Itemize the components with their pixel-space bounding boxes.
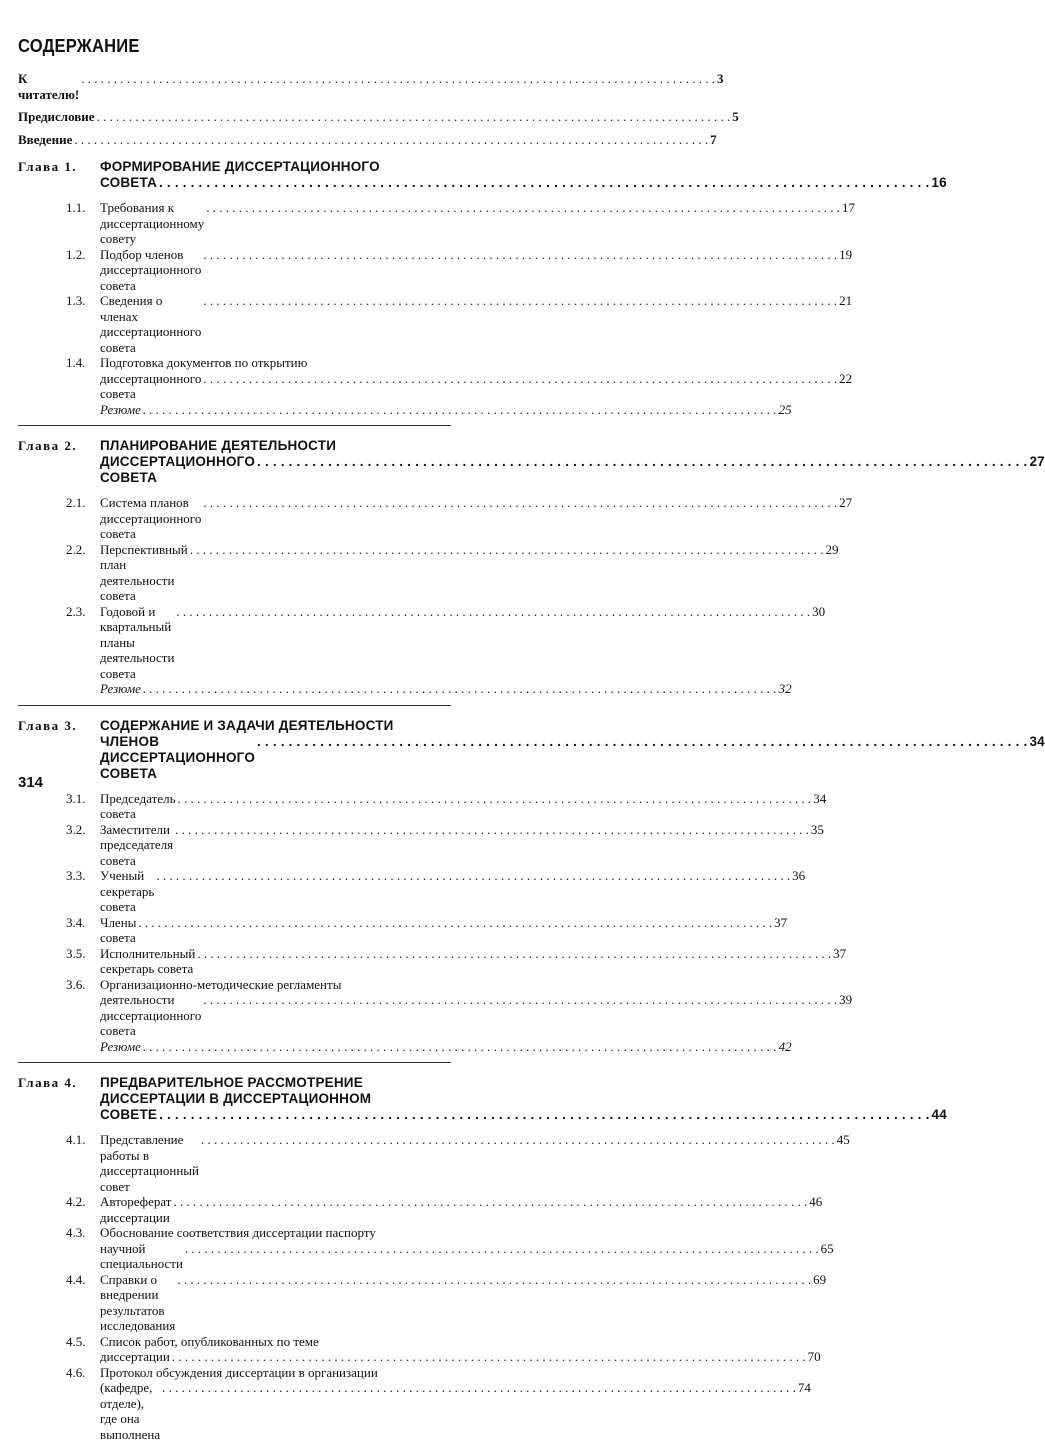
- section-number: 4.3.: [66, 1225, 100, 1241]
- section-number: 3.2.: [66, 822, 100, 838]
- section-title-last: [100, 868, 805, 915]
- section-title-last: [100, 915, 787, 946]
- section-body: [100, 1194, 822, 1225]
- resume-indent: [18, 1039, 100, 1055]
- entry-page: 5: [732, 109, 739, 125]
- section-title-last: [100, 992, 852, 1039]
- chapter-title-line: ФОРМИРОВАНИЕ ДИССЕРТАЦИОННОГО: [100, 159, 947, 175]
- dot-leader: [176, 604, 810, 620]
- dot-leader: [173, 1194, 807, 1210]
- section-number: 3.4.: [66, 915, 100, 931]
- chapter-title-line: ПРЕДВАРИТЕЛЬНОЕ РАССМОТРЕНИЕ: [100, 1075, 947, 1091]
- dot-leader: [97, 109, 731, 125]
- chapter-heading: [18, 159, 451, 191]
- section-number-cell: [18, 1132, 100, 1194]
- entry-page: 65: [821, 1241, 834, 1257]
- section-entry: [18, 247, 451, 294]
- resume-entry: [18, 681, 451, 697]
- section-number: 4.5.: [66, 1334, 100, 1350]
- section-number-cell: [18, 1225, 100, 1272]
- dot-leader: [143, 681, 777, 697]
- section-number-cell: [18, 247, 100, 294]
- entry-title: Система планов диссертационного совета: [100, 495, 201, 542]
- chapter-heading: [18, 1075, 451, 1123]
- dot-leader: [143, 402, 777, 418]
- section-number-cell: [18, 977, 100, 1039]
- section-number-cell: [18, 542, 100, 604]
- entry-title: Автореферат диссертации: [100, 1194, 171, 1225]
- dot-leader: [177, 1272, 811, 1288]
- section-body: [100, 868, 805, 915]
- section-body: [100, 791, 826, 822]
- section-title-last: [100, 1380, 811, 1442]
- entry-page: 22: [839, 371, 852, 387]
- section-body: [100, 355, 852, 402]
- section-number-cell: [18, 1272, 100, 1334]
- section-number: 1.4.: [66, 355, 100, 371]
- entry-title: Представление работы в диссертационный совет: [100, 1132, 199, 1194]
- chapter-label: Глава 3.: [18, 718, 100, 734]
- section-number-cell: [18, 822, 100, 869]
- chapter-title-line: ПЛАНИРОВАНИЕ ДЕЯТЕЛЬНОСТИ: [100, 438, 1045, 454]
- resume-body: [100, 1039, 792, 1055]
- chapter-title-last: [100, 734, 1045, 782]
- chapter-title: [100, 159, 947, 191]
- section-entry: [18, 1194, 451, 1225]
- chapter-divider: [18, 1062, 451, 1063]
- section-number: 4.1.: [66, 1132, 100, 1148]
- dot-leader: [203, 992, 837, 1008]
- section-title-line: Список работ, опубликованных по теме: [100, 1334, 821, 1350]
- entry-title: Резюме: [100, 681, 141, 697]
- entry-page: 42: [779, 1039, 792, 1055]
- entry-page: 3: [717, 71, 724, 87]
- section-title-last: [100, 1132, 850, 1194]
- section-number-cell: [18, 915, 100, 946]
- entry-title: СОВЕТА: [100, 175, 157, 191]
- section-entry: [18, 1365, 451, 1442]
- section-body: [100, 542, 838, 604]
- section-title-line: Организационно-методические регламенты: [100, 977, 852, 993]
- section-number: 1.1.: [66, 200, 100, 216]
- entry-title: диссертационного совета: [100, 371, 201, 402]
- entry-title: Исполнительный секретарь совета: [100, 946, 195, 977]
- entry-title: Перспективный план деятельности совета: [100, 542, 188, 604]
- chapter-list: [18, 159, 451, 1442]
- chapter-block: [18, 1075, 451, 1442]
- section-entry: [18, 1334, 451, 1365]
- toc-page: [0, 0, 459, 800]
- section-entry: [18, 355, 451, 402]
- chapter-title: [100, 1075, 947, 1123]
- section-entry: [18, 1225, 451, 1272]
- section-number-cell: [18, 355, 100, 402]
- chapter-block: [18, 718, 451, 1064]
- section-title-last: [100, 604, 825, 682]
- chapter-label: Глава 4.: [18, 1075, 100, 1091]
- entry-title: Введение: [18, 132, 72, 148]
- entry-page: 70: [808, 1349, 821, 1365]
- section-title-last: [100, 293, 852, 355]
- section-number-cell: [18, 293, 100, 355]
- section-title-last: [100, 371, 852, 402]
- chapter-label: Глава 2.: [18, 438, 100, 454]
- entry-page: 21: [839, 293, 852, 309]
- section-title-last: [100, 247, 852, 294]
- section-entry: [18, 977, 451, 1039]
- entry-title: научной специальности: [100, 1241, 183, 1272]
- section-entry: [18, 822, 451, 869]
- section-list: [18, 1132, 451, 1442]
- entry-title: деятельности диссертационного совета: [100, 992, 201, 1039]
- section-number: 1.3.: [66, 293, 100, 309]
- section-title-last: [100, 495, 852, 542]
- dot-leader: [175, 822, 809, 838]
- entry-title: Резюме: [100, 1039, 141, 1055]
- resume-entry: [18, 402, 451, 418]
- section-body: [100, 1365, 811, 1442]
- section-number-cell: [18, 946, 100, 977]
- entry-page: 36: [792, 868, 805, 884]
- chapter-title-last: [100, 175, 947, 191]
- section-number-cell: [18, 495, 100, 542]
- dot-leader: [156, 868, 790, 884]
- dot-leader: [178, 791, 812, 807]
- dot-leader: [143, 1039, 777, 1055]
- entry-page: 27: [1029, 454, 1044, 470]
- section-number: 3.5.: [66, 946, 100, 962]
- dot-leader: [162, 1380, 796, 1396]
- section-list: [18, 200, 451, 417]
- dot-leader: [201, 1132, 835, 1148]
- entry-page: 44: [932, 1107, 947, 1123]
- entry-page: 25: [779, 402, 792, 418]
- dot-leader: [81, 71, 715, 87]
- entry-page: 34: [1029, 734, 1044, 750]
- entry-page: 39: [839, 992, 852, 1008]
- section-body: [100, 1334, 821, 1365]
- section-body: [100, 293, 852, 355]
- section-entry: [18, 542, 451, 604]
- front-matter-entry: [18, 109, 451, 125]
- section-title-last: [100, 791, 826, 822]
- entry-title: Резюме: [100, 402, 141, 418]
- section-entry: [18, 915, 451, 946]
- dot-leader: [203, 247, 837, 263]
- toc-heading: СОДЕРЖАНИЕ: [18, 36, 416, 57]
- entry-page: 35: [811, 822, 824, 838]
- front-matter: [18, 71, 451, 147]
- section-number: 2.1.: [66, 495, 100, 511]
- dot-leader: [257, 454, 1027, 470]
- section-list: [18, 791, 451, 1055]
- section-number-cell: [18, 1334, 100, 1365]
- entry-page: 74: [798, 1380, 811, 1396]
- entry-title: (кафедре, отделе), где она выполнена: [100, 1380, 160, 1442]
- entry-title: Годовой и квартальный планы деятельности совета: [100, 604, 174, 682]
- section-number-cell: [18, 604, 100, 682]
- dot-leader: [74, 132, 708, 148]
- dot-leader: [190, 542, 824, 558]
- section-title-line: Обоснование соответствия диссертации паспорту: [100, 1225, 834, 1241]
- entry-title: Сведения о членах диссертационного совета: [100, 293, 201, 355]
- entry-title: Члены совета: [100, 915, 136, 946]
- section-body: [100, 247, 852, 294]
- section-number: 3.6.: [66, 977, 100, 993]
- dot-leader: [159, 1107, 929, 1123]
- chapter-heading: [18, 438, 451, 486]
- entry-title: К читателю!: [18, 71, 79, 102]
- dot-leader: [172, 1349, 806, 1365]
- chapter-label: Глава 1.: [18, 159, 100, 175]
- front-matter-entry: [18, 132, 451, 148]
- section-number: 3.3.: [66, 868, 100, 884]
- section-body: [100, 1132, 850, 1194]
- dot-leader: [257, 734, 1027, 750]
- section-body: [100, 822, 824, 869]
- section-entry: [18, 293, 451, 355]
- chapter-title-line: ДИССЕРТАЦИИ В ДИССЕРТАЦИОННОМ: [100, 1091, 947, 1107]
- resume-line: [100, 402, 792, 418]
- section-entry: [18, 791, 451, 822]
- dot-leader: [203, 495, 837, 511]
- dot-leader: [206, 200, 840, 216]
- section-number-cell: [18, 791, 100, 822]
- dot-leader: [203, 371, 837, 387]
- resume-indent: [18, 681, 100, 697]
- section-number: 1.2.: [66, 247, 100, 263]
- chapter-title-last: [100, 1107, 947, 1123]
- entry-title: Справки о внедрении результатов исследования: [100, 1272, 175, 1334]
- section-title-line: Подготовка документов по открытию: [100, 355, 852, 371]
- section-number: 4.2.: [66, 1194, 100, 1210]
- section-entry: [18, 946, 451, 977]
- section-number-cell: [18, 868, 100, 915]
- section-title-last: [100, 822, 824, 869]
- entry-page: 7: [710, 132, 717, 148]
- entry-page: 46: [809, 1194, 822, 1210]
- section-body: [100, 1225, 834, 1272]
- dot-leader: [159, 175, 929, 191]
- entry-page: 69: [813, 1272, 826, 1288]
- chapter-divider: [18, 705, 451, 706]
- entry-page: 32: [779, 681, 792, 697]
- section-number: 3.1.: [66, 791, 100, 807]
- section-title-last: [100, 1241, 834, 1272]
- section-number-cell: [18, 1194, 100, 1225]
- section-body: [100, 200, 855, 247]
- section-title-line: Протокол обсуждения диссертации в организации: [100, 1365, 811, 1381]
- entry-title: Заместители председателя совета: [100, 822, 173, 869]
- section-title-last: [100, 200, 855, 247]
- resume-body: [100, 402, 792, 418]
- resume-line: [100, 681, 792, 697]
- entry-title: Ученый секретарь совета: [100, 868, 154, 915]
- entry-title: ДИССЕРТАЦИОННОГО СОВЕТА: [100, 454, 255, 486]
- dot-leader: [185, 1241, 819, 1257]
- section-body: [100, 1272, 826, 1334]
- section-number: 2.3.: [66, 604, 100, 620]
- section-number-cell: [18, 200, 100, 247]
- entry-page: 34: [813, 791, 826, 807]
- section-list: [18, 495, 451, 697]
- entry-title: ЧЛЕНОВ ДИССЕРТАЦИОННОГО СОВЕТА: [100, 734, 255, 782]
- entry-page: 29: [825, 542, 838, 558]
- entry-page: 17: [842, 200, 855, 216]
- section-body: [100, 604, 825, 682]
- resume-body: [100, 681, 792, 697]
- resume-indent: [18, 402, 100, 418]
- section-body: [100, 495, 852, 542]
- dot-leader: [197, 946, 831, 962]
- entry-title: Подбор членов диссертационного совета: [100, 247, 201, 294]
- entry-page: 37: [774, 915, 787, 931]
- section-title-last: [100, 542, 838, 604]
- front-matter-entry: [18, 71, 451, 102]
- entry-page: 19: [839, 247, 852, 263]
- section-entry: [18, 495, 451, 542]
- section-title-last: [100, 946, 846, 977]
- section-body: [100, 915, 787, 946]
- entry-page: 45: [837, 1132, 850, 1148]
- chapter-divider: [18, 425, 451, 426]
- entry-title: СОВЕТЕ: [100, 1107, 157, 1123]
- section-title-last: [100, 1272, 826, 1334]
- chapter-title-line: СОДЕРЖАНИЕ И ЗАДАЧИ ДЕЯТЕЛЬНОСТИ: [100, 718, 1045, 734]
- chapter-title: [100, 718, 1045, 782]
- entry-page: 30: [812, 604, 825, 620]
- entry-title: диссертации: [100, 1349, 170, 1365]
- section-number: 4.6.: [66, 1365, 100, 1381]
- chapter-heading: [18, 718, 451, 782]
- section-number: 4.4.: [66, 1272, 100, 1288]
- chapter-title-last: [100, 454, 1045, 486]
- chapter-block: [18, 438, 451, 706]
- section-number-cell: [18, 1365, 100, 1442]
- page-number: 314: [18, 774, 43, 791]
- entry-page: 16: [931, 175, 946, 191]
- chapter-block: [18, 159, 451, 426]
- entry-title: Председатель совета: [100, 791, 176, 822]
- entry-title: Требования к диссертационному совету: [100, 200, 204, 247]
- entry-title: Предисловие: [18, 109, 95, 125]
- section-number: 2.2.: [66, 542, 100, 558]
- section-entry: [18, 1132, 451, 1194]
- section-entry: [18, 1272, 451, 1334]
- resume-entry: [18, 1039, 451, 1055]
- section-entry: [18, 604, 451, 682]
- resume-line: [100, 1039, 792, 1055]
- dot-leader: [138, 915, 772, 931]
- section-title-last: [100, 1194, 822, 1225]
- entry-page: 27: [839, 495, 852, 511]
- section-body: [100, 977, 852, 1039]
- section-entry: [18, 200, 451, 247]
- section-body: [100, 946, 846, 977]
- dot-leader: [203, 293, 837, 309]
- entry-page: 37: [833, 946, 846, 962]
- chapter-title: [100, 438, 1045, 486]
- section-entry: [18, 868, 451, 915]
- section-title-last: [100, 1349, 821, 1365]
